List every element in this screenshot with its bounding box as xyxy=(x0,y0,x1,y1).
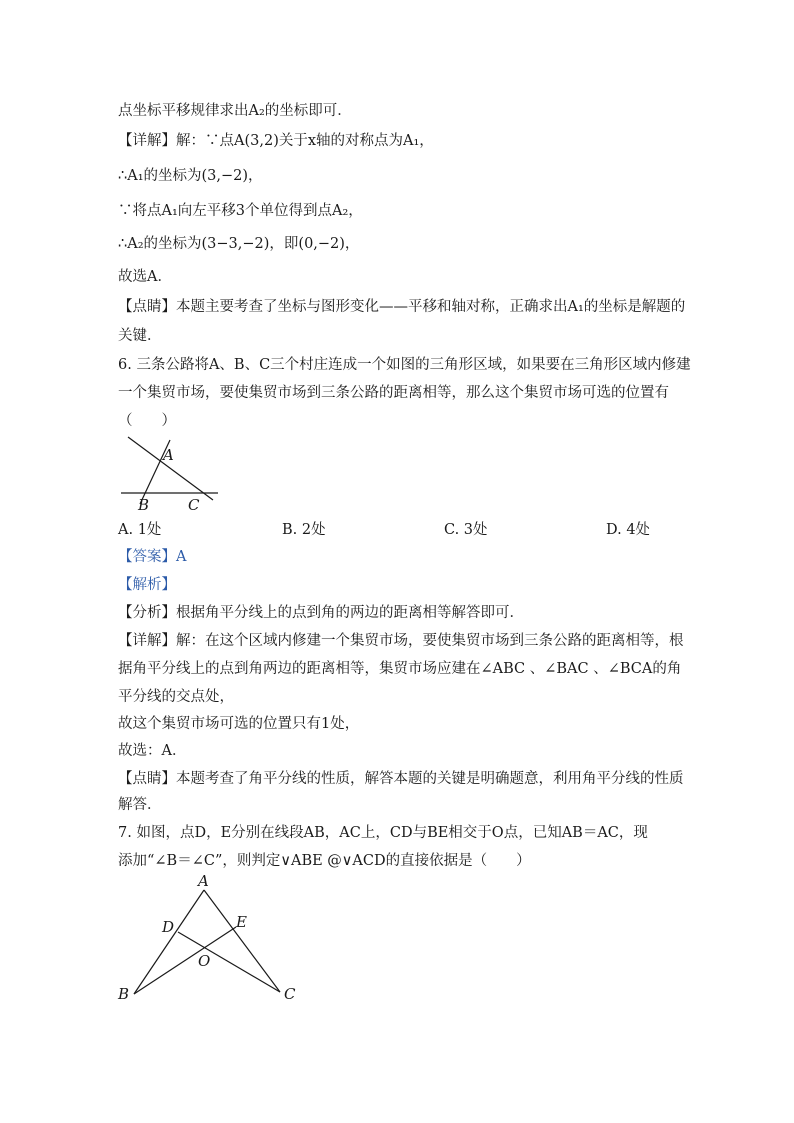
point-label-c: C xyxy=(284,985,296,1003)
text-line: 故选：A． xyxy=(118,743,187,759)
text-line: ∵将点A₁向左平移3个单位得到点A₂， xyxy=(118,203,363,219)
point-label-d: D xyxy=(162,918,175,936)
question-7-stem: 添加“∠B＝∠C”，则判定∨ABE @∨ACD的直接依据是（ ） xyxy=(118,853,531,869)
segment-be xyxy=(134,927,236,994)
text-line: 点坐标平移规律求出A₂的坐标即可． xyxy=(118,103,352,119)
point-label-c: C xyxy=(188,496,200,514)
segment-cd xyxy=(178,932,280,992)
answer-bracket: （ ） xyxy=(118,413,176,429)
text-line: 据角平分线上的点到角两边的距离相等，集贸市场应建在∠ABC 、∠BAC 、∠BCA的角 xyxy=(118,661,682,677)
option-a: A. 1处 xyxy=(118,522,162,538)
text-line: 【点睛】本题考查了角平分线的性质，解答本题的关键是明确题意，利用角平分线的性质 xyxy=(118,771,684,787)
text-line: 平分线的交点处， xyxy=(118,689,234,705)
text-line: 关键． xyxy=(118,328,162,344)
answer-tag: 【答案】A xyxy=(118,549,187,565)
text-line: ∴A₂的坐标为(3−3,−2)，即(0,−2)， xyxy=(118,236,360,252)
triangle-roads-figure xyxy=(118,432,228,514)
text-line: ∴A₁的坐标为(3,−2)， xyxy=(118,168,263,184)
text-line: 【详解】解：∵点A(3,2)关于x轴的对称点为A₁， xyxy=(118,133,434,149)
text-line: 【分析】根据角平分线上的点到角的两边的距离相等解答即可． xyxy=(118,605,524,621)
segment-ab xyxy=(134,890,204,994)
point-label-b: B xyxy=(138,496,150,514)
text-line: 【点睛】本题主要考查了坐标与图形变化——平移和轴对称，正确求出A₁的坐标是解题的 xyxy=(118,299,686,315)
text-line: 故选A． xyxy=(118,269,172,285)
analysis-tag: 【解析】 xyxy=(118,577,176,593)
question-7-stem: 7. 如图，点D，E分别在线段AB，AC上，CD与BE相交于O点，已知AB＝AC，现 xyxy=(118,825,648,841)
triangle-abc-figure xyxy=(112,872,302,1006)
text-line: 【详解】解：在这个区域内修建一个集贸市场，要使集贸市场到三条公路的距离相等，根 xyxy=(118,633,684,649)
question-6-stem: 6. 三条公路将A、B、C三个村庄连成一个如图的三角形区域，如果要在三角形区域内修建 xyxy=(118,357,691,373)
point-label-b: B xyxy=(118,985,130,1003)
option-c: C. 3处 xyxy=(444,522,488,538)
point-label-a: A xyxy=(163,446,174,464)
option-b: B. 2处 xyxy=(282,522,326,538)
option-d: D. 4处 xyxy=(606,522,651,538)
question-6-stem: 一个集贸市场，要使集贸市场到三条公路的距离相等，那么这个集贸市场可选的位置有 xyxy=(118,385,669,401)
text-line: 解答． xyxy=(118,797,162,813)
point-label-o: O xyxy=(198,952,211,970)
point-label-a: A xyxy=(198,872,209,890)
text-line: 故这个集贸市场可选的位置只有1处， xyxy=(118,716,360,732)
point-label-e: E xyxy=(236,913,247,931)
